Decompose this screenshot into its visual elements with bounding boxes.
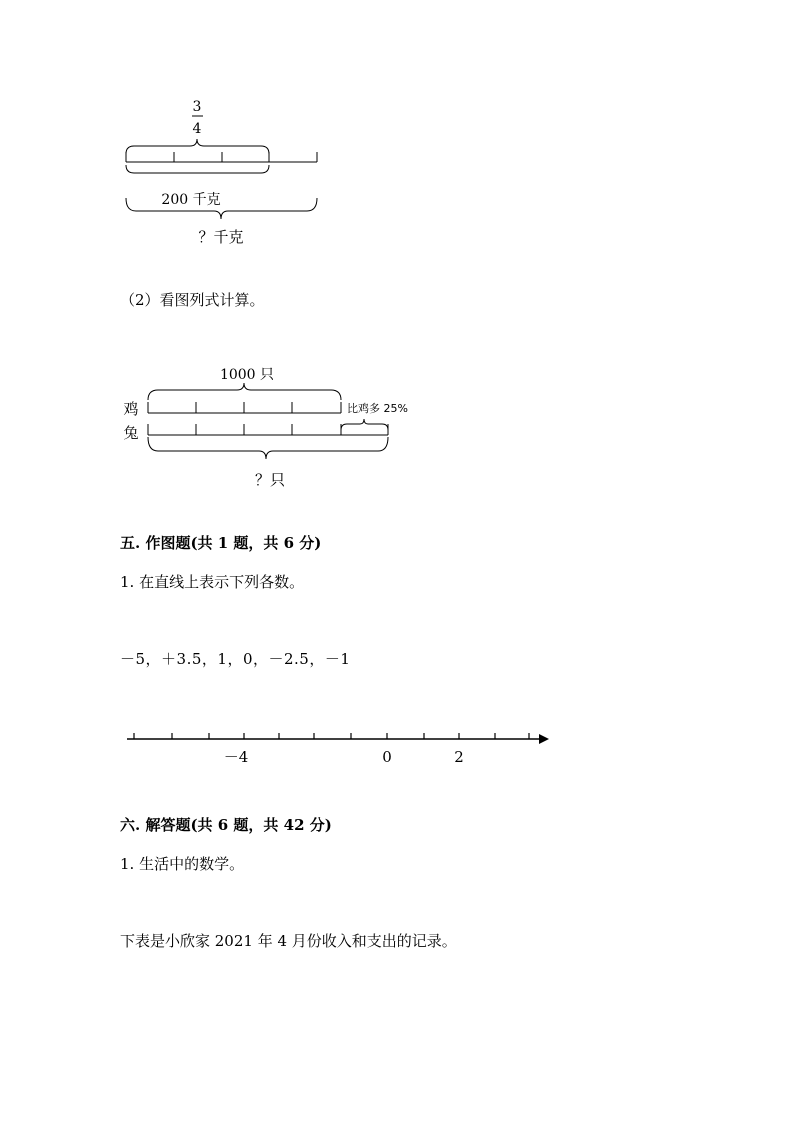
axis-arrow	[539, 734, 549, 744]
section-5-heading: 五. 作图题(共 1 题，共 6 分)	[120, 534, 322, 552]
part-label: 200 千克	[161, 192, 221, 208]
rabbit-label: 兔	[123, 424, 139, 442]
chicken-label: 鸡	[123, 400, 139, 418]
section-6-heading: 六. 解答题(共 6 题，共 42 分)	[120, 816, 332, 834]
axis-label-2: 2	[454, 748, 464, 766]
total-label: ？只	[254, 471, 286, 489]
numbers-list: －5，＋3.5，1，0，－2.5，－1	[120, 650, 351, 668]
total-label: ？千克	[198, 228, 244, 246]
fraction-denominator: 4	[192, 121, 202, 137]
section-6-intro: 下表是小欣家 2021 年 4 月份收入和支出的记录。	[120, 932, 457, 950]
fraction-numerator: 3	[192, 99, 202, 115]
section-5-question-1: 1. 在直线上表示下列各数。	[120, 573, 305, 591]
axis-ticks	[134, 733, 529, 739]
question-2-instruction: （2）看图列式计算。	[120, 291, 265, 309]
extra-label: 比鸡多 25%	[347, 402, 408, 415]
top-label: 1000 只	[219, 367, 275, 383]
axis-label-minus-4: －4	[223, 748, 249, 766]
axis-label-0: 0	[382, 748, 392, 766]
section-6-question-1: 1. 生活中的数学。	[120, 855, 245, 873]
